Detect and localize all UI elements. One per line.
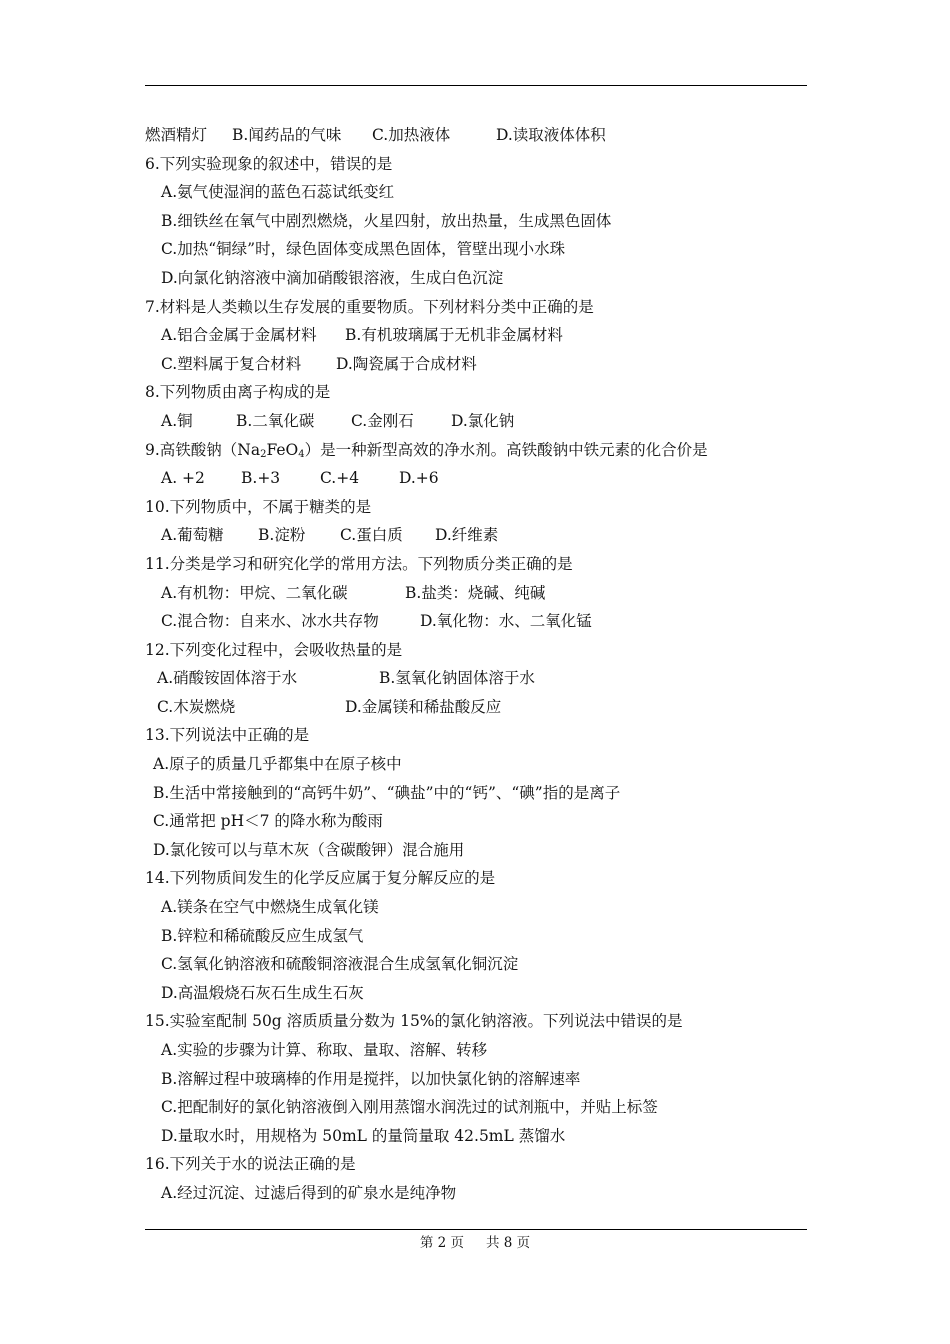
q6-option-a: A.氨气使湿润的蓝色石蕊试纸变红	[161, 183, 395, 202]
q8-option-a: A.铜	[161, 411, 193, 430]
q9-stem-end: ）是一种新型高效的净水剂。高铁酸钠中铁元素的化合价是	[304, 440, 708, 459]
q7-stem: 7.材料是人类赖以生存发展的重要物质。下列材料分类中正确的是	[145, 297, 594, 316]
q10-option-d: D.纤维素	[435, 526, 499, 545]
q8-option-b: B.二氧化碳	[236, 411, 315, 430]
q8-option-c: C.金刚石	[351, 411, 414, 430]
q10-options	[145, 521, 807, 550]
q15-option-a: A.实验的步骤为计算、称取、量取、溶解、转移	[161, 1041, 488, 1059]
q14-option-b: B.锌粒和稀硫酸反应生成氢气	[161, 926, 364, 945]
q14-option-c: C.氢氧化钠溶液和硫酸铜溶液混合生成氢氧化铜沉淀	[161, 955, 519, 974]
q11-option-b: B.盐类：烧碱、纯碱	[405, 583, 546, 602]
q8-options	[145, 407, 807, 436]
q12-option-a: A.硝酸铵固体溶于水	[157, 669, 298, 688]
q8-stem: 8.下列物质由离子构成的是	[145, 383, 331, 402]
q7-option-c: C.塑料属于复合材料	[161, 354, 302, 373]
q10-option-a: A.葡萄糖	[161, 526, 224, 545]
q12-option-b: B.氢氧化钠固体溶于水	[379, 669, 535, 688]
footer-rule	[145, 1229, 807, 1230]
q12-options-row2	[145, 693, 807, 722]
q15-option-c: C.把配制好的氯化钠溶液倒入刚用蒸馏水润洗过的试剂瓶中，并贴上标签	[161, 1098, 658, 1117]
q5-option-d: D.读取液体体积	[496, 126, 606, 144]
q7-options-row2	[145, 350, 807, 379]
page-footer	[0, 1233, 950, 1253]
q6-stem: 6.下列实验现象的叙述中，错误的是	[145, 154, 393, 173]
q6-option-d: D.向氯化钠溶液中滴加硝酸银溶液，生成白色沉淀	[161, 268, 504, 287]
q11-stem: 11.分类是学习和研究化学的常用方法。下列物质分类正确的是	[145, 554, 573, 573]
q13-option-b: B.生活中常接触到的“高钙牛奶”、“碘盐”中的“钙”、“碘”指的是离子	[153, 783, 621, 802]
q13-stem: 13.下列说法中正确的是	[145, 726, 310, 745]
q14-stem: 14.下列物质间发生的化学反应属于复分解反应的是	[145, 869, 496, 888]
q9-options	[145, 464, 807, 493]
q14-option-a: A.镁条在空气中燃烧生成氧化镁	[161, 898, 379, 917]
q9-subscript-4: 4	[298, 448, 305, 460]
q10-option-b: B.淀粉	[258, 526, 306, 545]
q8-option-d: D.氯化钠	[451, 411, 515, 430]
header-rule	[145, 85, 807, 86]
q9-stem-start: 9.高铁酸钠（Na	[145, 440, 261, 459]
q15-stem: 15.实验室配制 50g 溶质质量分数为 15%的氯化钠溶液。下列说法中错误的是	[145, 1012, 683, 1031]
q15-option-d: D.量取水时，用规格为 50mL 的量筒量取 42.5mL 蒸馏水	[161, 1126, 566, 1145]
q11-option-a: A.有机物：甲烷、二氧化碳	[161, 583, 348, 602]
q15-option-b: B.溶解过程中玻璃棒的作用是搅拌，以加快氯化钠的溶解速率	[161, 1069, 581, 1088]
q7-option-b: B.有机玻璃属于无机非金属材料	[345, 326, 563, 345]
q13-option-d: D.氯化铵可以与草木灰（含碳酸钾）混合施用	[153, 840, 465, 859]
q11-options-row2	[145, 607, 807, 636]
q12-stem: 12.下列变化过程中，会吸收热量的是	[145, 640, 403, 659]
q16-option-a: A.经过沉淀、过滤后得到的矿泉水是纯净物	[161, 1183, 457, 1202]
q12-options-row1	[145, 664, 807, 693]
q9-formula-mid: FeO	[266, 440, 299, 459]
q14-option-d: D.高温煅烧石灰石生成生石灰	[161, 983, 364, 1002]
q11-option-d: D.氧化物：水、二氧化锰	[420, 612, 592, 631]
q13-option-a: A.原子的质量几乎都集中在原子核中	[153, 755, 402, 774]
q10-option-c: C.蛋白质	[340, 526, 403, 545]
q12-option-d: D.金属镁和稀盐酸反应	[345, 697, 502, 716]
q5-option-b: B.闻药品的气味	[232, 126, 342, 144]
q6-option-c: C.加热“铜绿”时，绿色固体变成黑色固体，管壁出现小水珠	[161, 240, 566, 259]
q16-stem: 16.下列关于水的说法正确的是	[145, 1155, 356, 1174]
q9-option-b: B.+3	[241, 469, 281, 488]
q5-option-c: C.加热液体	[372, 126, 451, 144]
q12-option-c: C.木炭燃烧	[157, 697, 236, 716]
q7-option-d: D.陶瓷属于合成材料	[336, 354, 477, 373]
q6-option-b: B.细铁丝在氧气中剧烈燃烧，火星四射，放出热量，生成黑色固体	[161, 211, 612, 230]
q7-option-a: A.铝合金属于金属材料	[161, 326, 317, 345]
q9-stem	[145, 436, 807, 465]
q9-option-d: D.+6	[399, 469, 439, 488]
page-number: 第 2 页	[419, 1235, 464, 1251]
q11-option-c: C.混合物：自来水、冰水共存物	[161, 612, 379, 631]
q5-options	[145, 121, 807, 150]
page-total: 共 8 页	[486, 1235, 531, 1251]
q9-option-a: A. +2	[161, 469, 205, 488]
q13-option-c: C.通常把 pH＜7 的降水称为酸雨	[153, 812, 383, 831]
q10-stem: 10.下列物质中，不属于糖类的是	[145, 497, 372, 516]
q9-option-c: C.+4	[320, 469, 360, 488]
q9-subscript-2: 2	[260, 448, 267, 460]
q5-option-a: 燃酒精灯	[145, 126, 208, 144]
q11-options-row1	[145, 579, 807, 608]
q7-options-row1	[145, 321, 807, 350]
document-body	[145, 121, 807, 1208]
